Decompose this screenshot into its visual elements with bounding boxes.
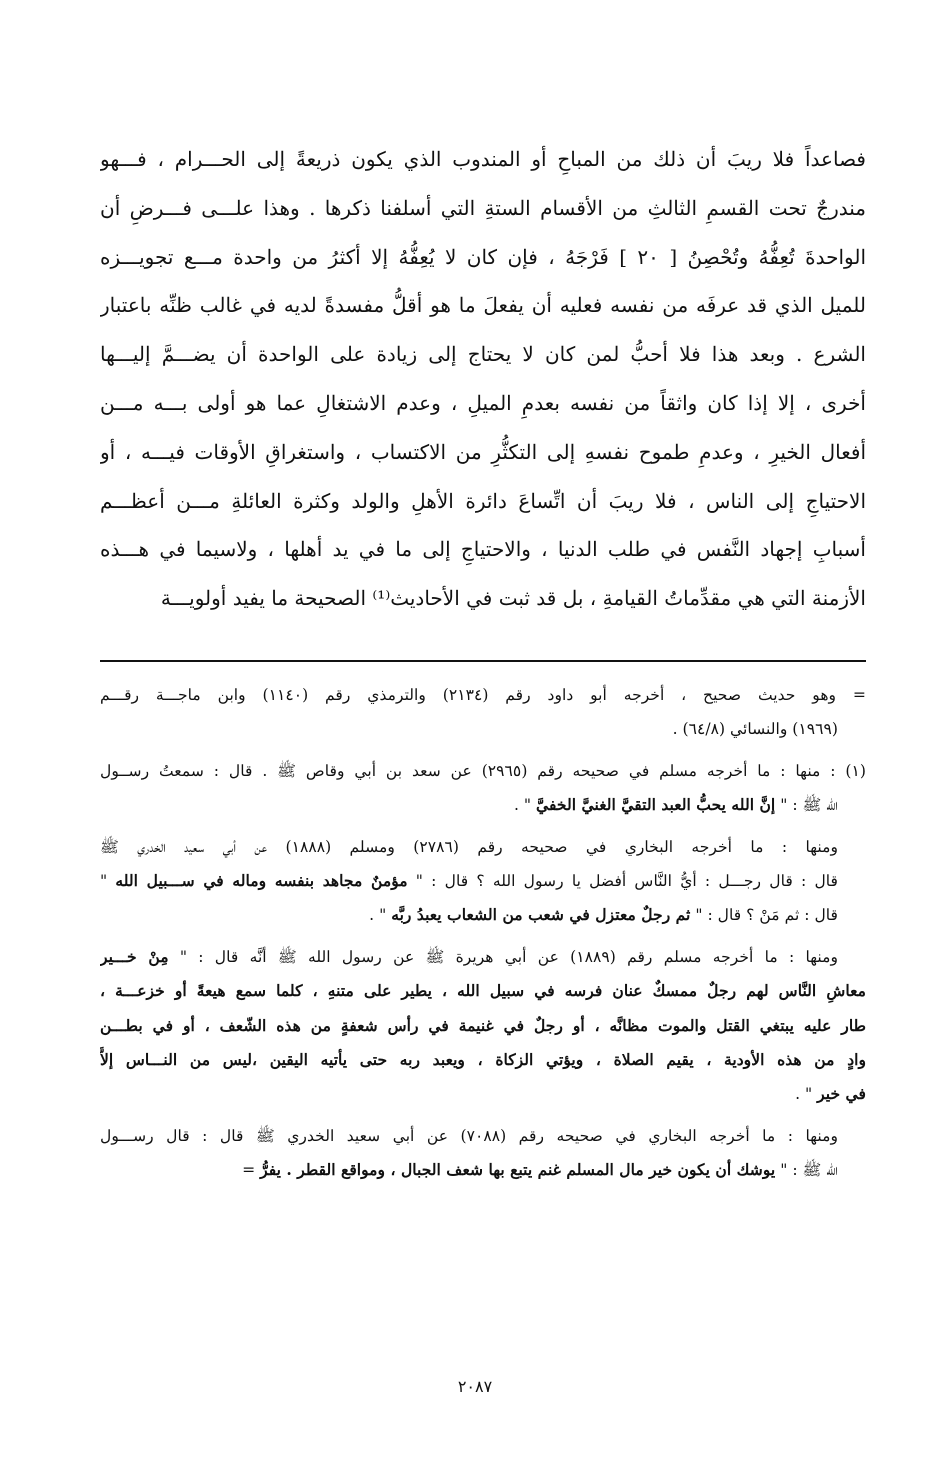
- footnote-block: [100, 940, 866, 1112]
- footnote-block: [100, 754, 866, 823]
- footnote-block: [100, 1119, 866, 1188]
- hadith-quote-text: معاشِ النَّاس لهم رجلٌ ممسكٌ عنان فرسه في سبيل الله ، يطير على متنهِ ، كلما سمع هيعةً أو خزعـــة ،: [100, 981, 866, 1001]
- footnote-text: الله ﷺ : ": [775, 1161, 838, 1180]
- main-text-line: مندرجٌ تحت القسمِ الثالثِ من الأقسام الستةِ التي أسلفنا ذكرها . وهذا علـــى فـــرضِ أن: [100, 195, 866, 220]
- footnote-text: ومنها : ما أخرجه البخاري في صحيحه رقم (٢٧٨٦) ومسلم (١٨٨٨) عن أبي سعيد الخدري ﷺ: [100, 837, 839, 856]
- hadith-quote-text: يوشك أن يكون خير مال المسلم غنم يتبع بها شعف الجبال ، ومواقع القطر . يفرُّ: [260, 1160, 776, 1180]
- footnote-text: ومنها : ما أخرجه البخاري في صحيحه رقم (٧٠٨٨) عن أبي سعيد الخدري ﷺ قال : قال رســـول: [100, 1126, 838, 1145]
- main-text-line: أخرى ، إلا إذا كان واثقاً من نفسه بعدمِ الميلِ ، وعدم الاشتغالِ عما هو أولى بـــه مـــن: [100, 390, 866, 415]
- footnote-line: [100, 940, 866, 974]
- footnote-line: [100, 1153, 866, 1187]
- footnote-line: [100, 1077, 866, 1111]
- footnote-text: " .: [369, 906, 392, 925]
- footnotes-section: [100, 678, 866, 1194]
- hadith-quote-text: في خير: [817, 1084, 866, 1104]
- hadith-quote-text: طار عليه يبتغي القتل والموت مظانَّه ، أو رجلٌ في غنيمة في رأس شعفةٍ من هذه الشّعف ، أو في بطـــن: [100, 1015, 866, 1035]
- footnote-line: [100, 1009, 866, 1043]
- hadith-quote-text: وادٍ من هذه الأودية ، يقيم الصلاة ، ويؤتي الزكاة ، ويعبد ربه حتى يأتيه اليقين ،ليس من النـــاس إلاَّ: [100, 1049, 866, 1069]
- footnote-line: [100, 678, 866, 712]
- footnote-text: " .: [795, 1085, 818, 1104]
- hadith-quote-text: إنَّ الله يحبُّ العبد التقيَّ الغنيَّ الخفيَّ: [536, 795, 776, 815]
- hadith-quote-text: ثم رجلٌ معتزل في شعب من الشعاب يعبدُ ربَّه: [391, 905, 691, 925]
- footnote-text: " .: [514, 796, 537, 815]
- footnote-text: ومنها : ما أخرجه مسلم رقم (١٨٨٩) عن أبي هريرة ﷺ عن رسول الله ﷺ أنَّه قال : ": [168, 947, 838, 966]
- footnote-block: [100, 830, 866, 933]
- main-text-body: [100, 135, 866, 623]
- footnote-line: [100, 974, 866, 1008]
- footnote-line: [100, 864, 866, 898]
- footnote-text: ": [100, 871, 116, 890]
- footnote-line: [100, 1119, 866, 1153]
- footnote-block: [100, 678, 866, 747]
- footnote-line: [100, 788, 866, 822]
- main-text-line: فصاعداً فلا ريبَ أن ذلك من المباحِ أو المندوب الذي يكون ذريعةً إلى الحـــرام ، فـــهو: [100, 147, 866, 171]
- main-text-line: الاحتياجِ إلى الناس ، فلا ريبَ أن اتِّساعَ دائرة الأهلِ والولد وكثرة العائلةِ مـــن أعظـــم: [100, 488, 866, 513]
- hadith-quote-text: مِنْ خـــير: [100, 946, 169, 966]
- footnote-text: (١٩٦٩) والنسائي (٦٤/٨) .: [672, 720, 838, 739]
- footnote-line: [100, 898, 866, 932]
- footnote-line: [100, 754, 866, 788]
- footnote-text: (١) : منها : ما أخرجه مسلم في صحيحه رقم (٢٩٦٥) عن سعد بن أبي وقاص ﷺ . قال : سمعتُ رســول: [100, 761, 866, 780]
- hadith-quote-text: مؤمنٌ مجاهد بنفسه وماله في ســـبيل الله: [115, 870, 408, 890]
- footnote-text: قال : ثم مَنْ ؟ قال : ": [690, 906, 838, 925]
- footnote-line: [100, 712, 866, 746]
- main-text-line: أفعال الخيرِ ، وعدمِ طموح نفسهِ إلى التكثُّرِ من الاكتساب ، واستغراقِ الأوقات فيـــه ، أو: [100, 439, 866, 464]
- main-text-line: الأزمنة التي هي مقدِّماتُ القيامةِ ، بل قد ثبت في الأحاديث⁽¹⁾ الصحيحة ما يفيد أولويـــة: [160, 586, 866, 611]
- footnote-line: [100, 1043, 866, 1077]
- page-number: ٢٠٨٧: [457, 1377, 493, 1396]
- main-text-line: أسبابِ إجهاد النَّفس في طلب الدنيا ، والاحتياجِ إلى ما في يد أهلها ، ولاسيما في هـــذه: [100, 537, 866, 562]
- main-text-line: الواحدةَ تُعِفُّهُ وتُحْصِنُ [ ٢٠ ] فَرْجَهُ ، فإن كان لا يُعِفُّهُ إلا أكثرُ من واحدة مـــع تجويـــزه: [100, 244, 866, 269]
- footnote-text: قال : قال رجـــل : أيُّ النَّاس أفضل يا رسول الله ؟ قال : ": [407, 871, 838, 890]
- footnote-text: الله ﷺ : ": [775, 796, 838, 815]
- footnote-line: [100, 830, 866, 864]
- footnote-text: =: [242, 1161, 261, 1180]
- footnote-divider: [100, 660, 866, 662]
- main-text-line: للميل الذي قد عرفَه من نفسه فعليه أن يفعلَ ما هو أقلُّ مفسدةً لديه في غالب ظنِّه باعتبار: [100, 293, 866, 318]
- footnote-text: = وهو حديث صحيح ، أخرجه أبو داود رقم (٢١٣٤) والترمذي رقم (١١٤٠) وابن ماجـــة رقـــم: [100, 686, 866, 704]
- main-text-line: الشرع . وبعد هذا فلا أحبُّ لمن كان لا يحتاج إلى زيادة على الواحدة أن يضـــمَّ إليـــها: [100, 342, 866, 367]
